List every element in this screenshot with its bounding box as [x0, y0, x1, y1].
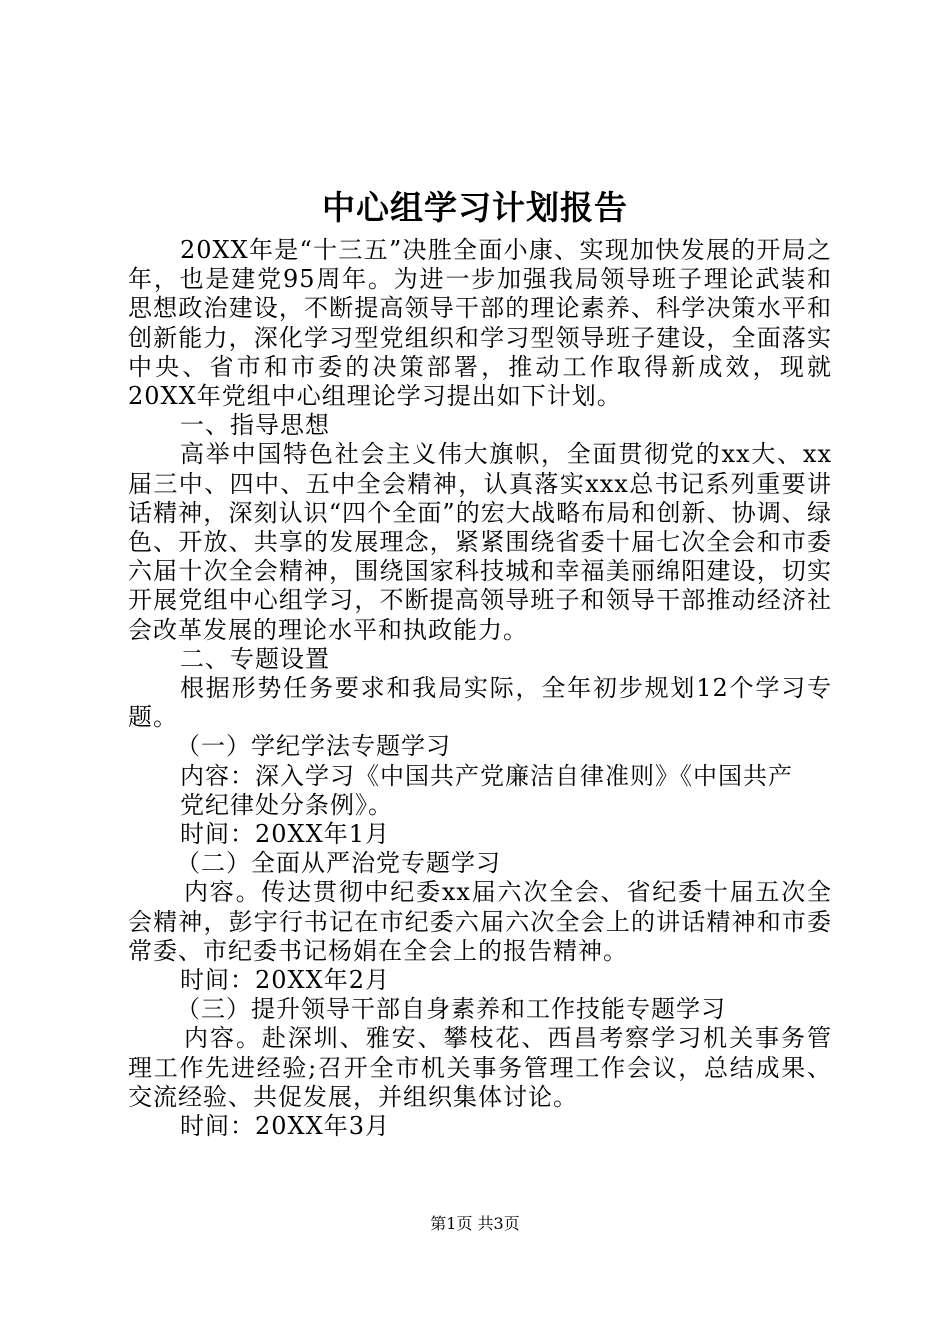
topic-heading-3: （三）提升领导干部自身素养和工作技能专题学习: [176, 995, 726, 1024]
topic-heading-1: （一）学纪学法专题学习: [176, 732, 451, 761]
guiding-thought-paragraph: 高举中国特色社会主义伟大旗帜，全面贯彻党的xx大、xx届三中、四中、五中全会精神，认真落实xxx总书记系列重要讲话精神，深刻认识“四个全面”的宏大战略布局和创新、协调、绿色、开放、共享的发展理念，紧紧围绕省委十届七次全会和市委六届十次全会精神，围绕国家科技城和幸福美丽绵阳建设，切实开展党组中心组学习，不断提高领导班子和领导干部推动经济社会改革发展的理论水平和执政能力。: [128, 440, 832, 644]
topic-content-1-line2: 党纪律处分条例》。: [180, 790, 393, 819]
topic-time-1: 时间：20XX年1月: [180, 820, 390, 849]
topics-intro-paragraph: 根据形势任务要求和我局实际，全年初步规划12个学习专题。: [128, 674, 832, 732]
topic-heading-2: （二）全面从严治党专题学习: [176, 849, 501, 878]
topic-time-2: 时间：20XX年2月: [180, 966, 390, 995]
topic-time-3: 时间：20XX年3月: [180, 1112, 390, 1141]
document-body: [128, 236, 832, 1141]
topic-content-3: 内容。赴深圳、雅安、攀枝花、西昌考察学习机关事务管理工作先进经验;召开全市机关事务管理工作会议，总结成果、交流经验、共促发展，并组织集体讨论。: [128, 1024, 832, 1111]
topic-content-2: 内容。传达贯彻中纪委xx届六次全会、省纪委十届五次全会精神，彭宇行书记在市纪委六届六次全会上的讲话精神和市委常委、市纪委书记杨娟在全会上的报告精神。: [128, 878, 832, 965]
topic-content-1-line1: 内容：深入学习《中国共产党廉洁自律准则》《中国共产: [180, 761, 793, 790]
intro-paragraph: 20XX年是“十三五”决胜全面小康、实现加快发展的开局之年，也是建党95周年。为进一步加强我局领导班子理论武装和思想政治建设，不断提高领导干部的理论素养、科学决策水平和创新能力，深化学习型党组织和学习型领导班子建设，全面落实中央、省市和市委的决策部署，推动工作取得新成效，现就20XX年党组中心组理论学习提出如下计划。: [128, 236, 832, 411]
section-heading-guiding-thought: 一、指导思想: [180, 411, 330, 440]
document-title: 中心组学习计划报告: [322, 188, 628, 227]
page-footer: 第1页 共3页: [430, 1214, 520, 1233]
section-heading-topics: 二、专题设置: [180, 644, 330, 673]
